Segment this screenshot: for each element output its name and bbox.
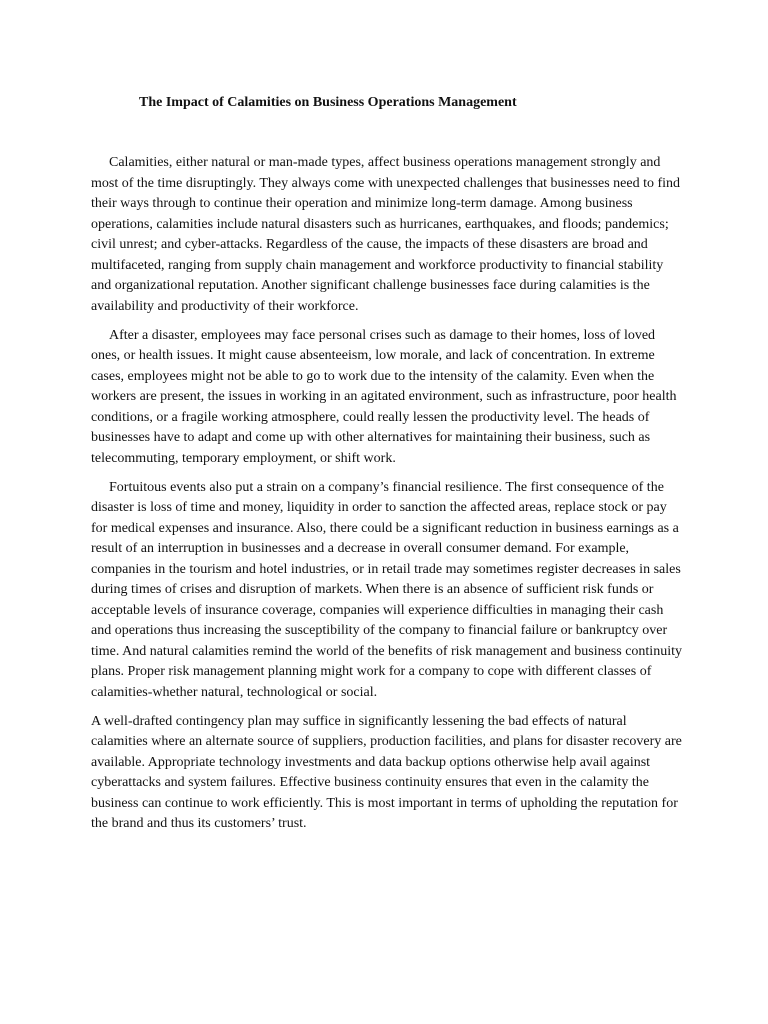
paragraph: After a disaster, employees may face personal crises such as damage to their homes, loss of loved ones, or health issues. It might cause absenteeism, low morale, and lack of concentration. In extreme cases, employees might not be able to go to work due to the intensity of the calamity. Even when the workers are present, the issues in working in an agitated environment, such as infrastructure, poor health conditions, or a fragile working atmosphere, could really lessen the productivity level. The heads of businesses have to adapt and come up with other alternatives for maintaining their business, such as telecommuting, temporary employment, or shift work. [91,327,677,466]
document-body [91,153,682,843]
paragraph: Calamities, either natural or man-made types, affect business operations management strongly and most of the time disruptingly. They always come with unexpected challenges that businesses need to find their ways through to continue their operation and minimize long-term damage. Among business operations, calamities include natural disasters such as hurricanes, earthquakes, and floods; pandemics; civil unrest; and cyber-attacks. Regardless of the cause, the impacts of these disasters are broad and multifaceted, ranging from supply chain management and workforce productivity to financial stability and organizational reputation. Another significant challenge businesses face during calamities is the availability and productivity of their workforce. [91,155,681,314]
document-title: The Impact of Calamities on Business Operations Management [139,95,517,110]
paragraph: A well-drafted contingency plan may suffice in significantly lessening the bad effects of natural calamities where an alternate source of suppliers, production facilities, and plans for disaster recovery are available. Appropriate technology investments and data backup options otherwise help avail against cyberattacks and system failures. Effective business continuity ensures that even in the calamity the business can continue to work efficiently. This is most important in terms of upholding the reputation for the brand and thus its customers’ trust. [91,713,682,832]
paragraph: Fortuitous events also put a strain on a company’s financial resilience. The first consequence of the disaster is loss of time and money, liquidity in order to sanction the affected areas, replace stock or pay for medical expenses and insurance. Also, there could be a significant reduction in business earnings as a result of an interruption in businesses and a decrease in overall consumer demand. For example, companies in the tourism and hotel industries, or in retail trade may sometimes register decreases in sales during times of crises and disruption of markets. When there is an absence of sufficient risk funds or acceptable levels of insurance coverage, companies will experience difficulties in managing their cash and operations thus increasing the susceptibility of the company to financial failure or bankruptcy over time. And natural calamities remind the world of the benefits of risk management and business continuity plans. Proper risk management planning might work for a company to cope with different classes of calamities-whether natural, technological or social. [91,479,682,700]
